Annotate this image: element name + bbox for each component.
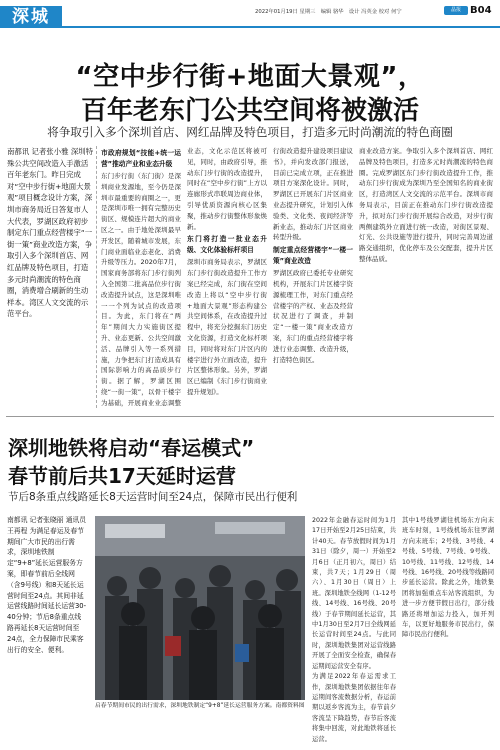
column-divider <box>96 146 97 408</box>
article1-subtitle: 将争取引入多个深圳首店、网红品牌及特色项目，打造多元时尚潮流的特色商圈 <box>47 125 453 139</box>
article1-title-line1: “空中步行街+地面大景观”， <box>75 62 425 92</box>
page-number: B04 <box>470 5 492 16</box>
article2-title-line1: 深圳地铁将启动“春运模式” <box>8 436 255 460</box>
article1-col3-text: 业态，文化示范区将被可见，同时，由政府引导，推动东门步行街的改造提升，同时在“空中步行街”上方以连廊形式串联周边商业体，引导优质资源向核心区集聚，推动步行街整体形象焕新。 <box>187 147 267 231</box>
article2-column-c <box>402 516 494 746</box>
article2-subtitle: 节后8条重点线路延长8天运营时间至24点，保障市民出行便利 <box>8 491 298 503</box>
section-tab: 深城 <box>0 6 62 28</box>
article1-column-5 <box>359 146 493 408</box>
subway-crowd-photo <box>95 516 305 700</box>
article1-column-3 <box>187 146 267 408</box>
article1-col2-text: 东门步行街（东门街）是深圳商业发源地，至今仍是深圳市最重要的商圈之一，更是深圳市唯一拥有完整历史街区、规模连片超大的商业区之一。由于地处深圳最早开发区，随着城市发展，东门商业面临业态老化、消费升级等压力。2020年7月，国家商务部将东门步行街列入全国第二批高品位步行街改造提升试点，这是深圳唯一一个列为试点的改造项目。为此，东门将在“两年”期间大力实施街区提升、业态更新、公共空间激活、品牌引入等一系列措施，力争把东门打造成具有国际影响力的高品质步行街。据了解，罗湖区围绕“一街一策”，以骨干楼宇为基础，开展商业业态调整 <box>101 172 181 407</box>
article1-title-line2: 百年老东门公共空间将被激活 <box>80 96 419 126</box>
article1-lead: 南都讯 记者张小雅 深圳特殊公共空间改造入手激活百年老东门。昨日完成对“空中步行街+地面大景观”项目概念设计方案，深圳市商务局近日答复市人大代表，罗湖区政府初步制定东门重点经营楼宇“一街一策”商业改造方案，争取引入多个深圳首店、网红品牌及特色项目，打造多元时尚潮流的特色商圈，消费增合刷新的生动样本。湾区人文交流的示范平台。 <box>7 147 93 319</box>
article1-column-2 <box>101 146 181 408</box>
page-meta: 2022年01月19日 星期三 编辑 骆华 设计 冯英金 校对 何宁 <box>255 9 402 15</box>
brand-logo: 晶报 <box>444 6 468 15</box>
header-rule <box>62 26 500 28</box>
article1-subhead-2: 东门将打造一批业态升级、文化体验标杆项目 <box>187 235 267 254</box>
article1-subhead-1: 市政府规划“技能+统一运营”推动产业和业态升级 <box>101 149 181 168</box>
article2-lead: 南都讯 记者张晓丽 通讯员王再程 为满足春运及春节期间广大市民的出行需求，深圳地铁制定“9+8”延长运营服务方案，即春节前后全线网（含9号线）和8天延长运营时间至24点。其间非延运营线路时间延长运营30-40分钟；节后8条重点线路再延长8天运营时间至24点，全力保障市民乘客出行的安全、便利。 <box>7 516 87 654</box>
article-separator <box>6 416 494 417</box>
article2-column-b <box>312 516 396 746</box>
article1-column-4 <box>273 146 353 408</box>
photo-illustration <box>95 516 305 700</box>
article2-col-b: 为满足2022年春运需求工作，深圳地铁集团依据往年春运期间客流数据分析，春运前期以返乡客流为主，春节前夕客流呈下降趋势，春节后客流将集中回流，对此地铁将延长运营。 <box>312 673 396 743</box>
article1-col4-text: 行街改造提升建设项目建议书》，并向发改部门报送，目前已完成立项，正在推进项目方案深化设计。同时，罗湖区已开展东门片区商业业态提升研究，计划引入体验类、文化类、夜间经济等新业态，推动东门片区商业转型升级。 <box>273 147 353 242</box>
article1-col3-text2: 深圳市商务局表示，罗湖区东门步行街改造提升工作方案已经完成，东门街在空间改造上将以“空中步行街+地面大景观”形态构建公共空间体系，在改造提升过程中，将充分挖掘东门历史文化资源，打造文化标杆项目，同时将对东门片区内的楼宇进行外立面改造，提升片区整体形象。另外，罗湖区已编制《东门步行街商业提升规划》。 <box>187 258 267 396</box>
photo-caption: 启春节期间市民的出行需求，深圳地铁制定“9+8”延长运营服务方案。南都资料图 <box>95 703 305 709</box>
article2-title-line2: 春节前后共17天延时运营 <box>8 464 236 488</box>
article1-col4-text2: 罗湖区政府已委托专业研究机构，开展东门片区楼宇资源梳理工作，对东门重点经营楼宇的产权、业态及经营状况进行了调查，并制定“一楼一策”商业改造方案，东门的重点经营楼宇将进行业态调整、改造升级，打造特色街区。 <box>273 269 353 364</box>
article1-col5-text: 商业改造方案。争取引入多个深圳首店、网红品牌及特色项目，打造多元时尚潮流的特色商圈。完成罗湖区东门步行街改造提升工作，推动东门步行街成为深圳乃至全国知名的商业街区，打造湾区人文交流的示范平台。深圳市商务局表示，目前正在推动东门步行街改造提升，拟对东门步行街开展综合改造，对步行街两侧建筑外立面进行统一改造，对街区景观、灯光、公共设施等进行提升，同时完善周边道路交通组织，优化停车及公交配套，提升片区整体品质。 <box>359 147 493 263</box>
article2-col-a: 2022年金融春运时间为1月17日开始至2月25日结束，共计40天。春节放假时间为1月31日（除夕，周一）开始至2月6日（正月初六，周日）结束，共7天；1月29日（周六）、1月30日（周日）上班。深圳地铁全线网（1-12号线、14号线、16号线、20号线）于春节期间延长运营，其中1月30日至2月7日全线网延长运营时间至24点。与此同时，深圳地铁集团对运营线路开展了全面安全检查，确保春运期间运营安全有序。 <box>312 517 396 670</box>
article1-subhead-3: 制定重点经营楼宇“一楼一策”商业改造 <box>273 246 353 265</box>
article2-col-c: 其中1号线罗湖往机场东方向末班车时刻，1号线机场东往罗湖方向末班车；2号线、3号线、4号线、5号线、7号线、9号线、10号线、11号线、12号线、14号线、16号线、20号线等线路同步延长运营。除此之外，地铁集团将加强重点车站客流组织，为进一步方便节假日出行，部分线路还将增加运力投入，加开列车，以更好地服务市民出行，保障市民出行便利。 <box>402 517 494 639</box>
